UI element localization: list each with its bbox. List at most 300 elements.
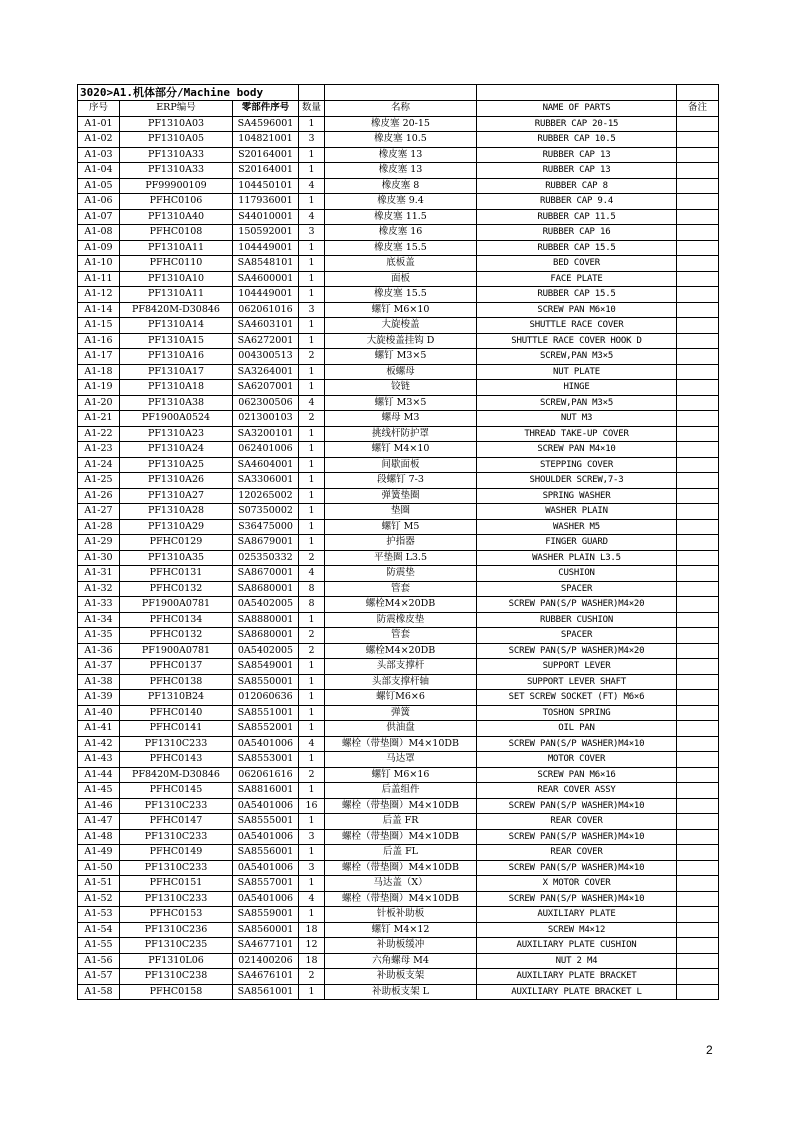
table-row [78, 209, 719, 225]
cell-part-no: 062300506 [233, 395, 299, 411]
cell-name-en: SCREW,PAN M3×5 [477, 349, 677, 365]
cell-erp: PF1310A38 [120, 395, 233, 411]
cell-seq: A1-10 [78, 256, 120, 272]
cell-part-no: SA3306001 [233, 473, 299, 489]
table-row [78, 302, 719, 318]
cell-remark [677, 178, 719, 194]
cell-name-cn: 螺钉M6×6 [325, 690, 477, 706]
table-row [78, 938, 719, 954]
cell-remark [677, 333, 719, 349]
table-row [78, 643, 719, 659]
table-row [78, 845, 719, 861]
cell-qty: 3 [299, 132, 325, 148]
table-row [78, 411, 719, 427]
cell-remark [677, 969, 719, 985]
cell-remark [677, 318, 719, 334]
cell-remark [677, 535, 719, 551]
table-row [78, 922, 719, 938]
cell-remark [677, 798, 719, 814]
cell-name-en: RUBBER CAP 13 [477, 163, 677, 179]
cell-qty: 1 [299, 473, 325, 489]
cell-name-cn: 马达盖（X） [325, 876, 477, 892]
cell-qty: 1 [299, 659, 325, 675]
cell-name-cn: 护指器 [325, 535, 477, 551]
cell-name-cn: 螺栓（带垫圈）M4×10DB [325, 891, 477, 907]
cell-qty: 1 [299, 907, 325, 923]
cell-remark [677, 953, 719, 969]
cell-qty: 1 [299, 690, 325, 706]
cell-part-no: SA8560001 [233, 922, 299, 938]
cell-part-no: 104449001 [233, 240, 299, 256]
cell-part-no: 062061616 [233, 767, 299, 783]
cell-seq: A1-35 [78, 628, 120, 644]
cell-part-no: SA6272001 [233, 333, 299, 349]
cell-qty: 8 [299, 597, 325, 613]
cell-erp: PF1310A29 [120, 519, 233, 535]
cell-seq: A1-22 [78, 426, 120, 442]
cell-erp: PF1310C233 [120, 860, 233, 876]
cell-remark [677, 395, 719, 411]
cell-name-en: RUBBER CAP 15.5 [477, 287, 677, 303]
cell-qty: 1 [299, 318, 325, 334]
table-row [78, 659, 719, 675]
table-row [78, 705, 719, 721]
header-seq: 序号 [78, 101, 120, 117]
cell-qty: 1 [299, 147, 325, 163]
cell-name-en: AUXILIARY PLATE BRACKET L [477, 984, 677, 1000]
cell-seq: A1-12 [78, 287, 120, 303]
cell-seq: A1-58 [78, 984, 120, 1000]
cell-remark [677, 519, 719, 535]
cell-remark [677, 783, 719, 799]
cell-name-cn: 橡皮塞 10.5 [325, 132, 477, 148]
cell-name-cn: 马达罩 [325, 752, 477, 768]
table-body [78, 85, 719, 1000]
cell-name-cn: 铰链 [325, 380, 477, 396]
cell-seq: A1-07 [78, 209, 120, 225]
cell-remark [677, 581, 719, 597]
cell-qty: 4 [299, 209, 325, 225]
cell-name-en: SCREW,PAN M3×5 [477, 395, 677, 411]
table-row [78, 752, 719, 768]
cell-seq: A1-51 [78, 876, 120, 892]
cell-name-en: WASHER M5 [477, 519, 677, 535]
cell-name-cn: 头部支撑杆 [325, 659, 477, 675]
table-row [78, 271, 719, 287]
cell-name-en: RUBBER CUSHION [477, 612, 677, 628]
cell-seq: A1-53 [78, 907, 120, 923]
cell-name-en: RUBBER CAP 10.5 [477, 132, 677, 148]
table-row [78, 287, 719, 303]
cell-name-cn: 橡皮塞 11.5 [325, 209, 477, 225]
cell-qty: 16 [299, 798, 325, 814]
cell-name-en: SCREW PAN M6×16 [477, 767, 677, 783]
cell-remark [677, 488, 719, 504]
table-row [78, 829, 719, 845]
cell-remark [677, 132, 719, 148]
cell-seq: A1-11 [78, 271, 120, 287]
cell-qty: 1 [299, 814, 325, 830]
cell-qty: 1 [299, 519, 325, 535]
table-row [78, 457, 719, 473]
cell-name-en: SCREW M4×12 [477, 922, 677, 938]
cell-name-cn: 螺钉 M6×10 [325, 302, 477, 318]
cell-seq: A1-28 [78, 519, 120, 535]
cell-erp: PFHC0131 [120, 566, 233, 582]
cell-seq: A1-45 [78, 783, 120, 799]
cell-part-no: SA4603101 [233, 318, 299, 334]
cell-erp: PF1310A33 [120, 163, 233, 179]
cell-part-no: SA8555001 [233, 814, 299, 830]
cell-remark [677, 907, 719, 923]
cell-erp: PFHC0147 [120, 814, 233, 830]
cell-qty: 1 [299, 116, 325, 132]
cell-name-cn: 螺栓M4×20DB [325, 597, 477, 613]
cell-qty: 1 [299, 287, 325, 303]
cell-part-no: 104449001 [233, 287, 299, 303]
cell-erp: PF1310A05 [120, 132, 233, 148]
cell-qty: 12 [299, 938, 325, 954]
cell-remark [677, 194, 719, 210]
cell-remark [677, 922, 719, 938]
cell-name-en: THREAD TAKE-UP COVER [477, 426, 677, 442]
cell-erp: PFHC0140 [120, 705, 233, 721]
cell-name-en: WASHER PLAIN L3.5 [477, 550, 677, 566]
cell-part-no: 0A5401006 [233, 829, 299, 845]
cell-erp: PFHC0149 [120, 845, 233, 861]
cell-qty: 4 [299, 178, 325, 194]
cell-remark [677, 643, 719, 659]
cell-name-cn: 螺钉 M6×16 [325, 767, 477, 783]
table-row [78, 504, 719, 520]
table-row [78, 969, 719, 985]
cell-seq: A1-30 [78, 550, 120, 566]
cell-name-cn: 螺栓（带垫圈）M4×10DB [325, 860, 477, 876]
table-row [78, 380, 719, 396]
cell-erp: PF1900A0524 [120, 411, 233, 427]
table-row [78, 860, 719, 876]
cell-name-cn: 头部支撑杆轴 [325, 674, 477, 690]
table-row [78, 395, 719, 411]
cell-remark [677, 891, 719, 907]
cell-name-cn: 板螺母 [325, 364, 477, 380]
cell-seq: A1-47 [78, 814, 120, 830]
cell-erp: PFHC0141 [120, 721, 233, 737]
cell-part-no: 062401006 [233, 442, 299, 458]
header-name-en: NAME OF PARTS [477, 101, 677, 117]
cell-remark [677, 473, 719, 489]
cell-part-no: SA8670001 [233, 566, 299, 582]
cell-qty: 1 [299, 705, 325, 721]
cell-name-en: FINGER GUARD [477, 535, 677, 551]
table-row [78, 240, 719, 256]
cell-qty: 2 [299, 767, 325, 783]
table-row [78, 550, 719, 566]
title-row [78, 85, 719, 101]
cell-part-no: SA8549001 [233, 659, 299, 675]
table-row [78, 426, 719, 442]
cell-erp: PF1310A11 [120, 287, 233, 303]
cell-name-en: CUSHION [477, 566, 677, 582]
table-row [78, 984, 719, 1000]
cell-erp: PF8420M-D30846 [120, 767, 233, 783]
cell-erp: PF1310A11 [120, 240, 233, 256]
cell-name-en: RUBBER CAP 11.5 [477, 209, 677, 225]
cell-name-cn: 弹簧垫圈 [325, 488, 477, 504]
cell-part-no: SA4604001 [233, 457, 299, 473]
table-row [78, 147, 719, 163]
header-erp: ERP编号 [120, 101, 233, 117]
cell-qty: 1 [299, 612, 325, 628]
cell-erp: PF1310A10 [120, 271, 233, 287]
cell-name-en: SUPPORT LEVER [477, 659, 677, 675]
cell-name-cn: 防震橡皮垫 [325, 612, 477, 628]
cell-qty: 1 [299, 256, 325, 272]
cell-remark [677, 411, 719, 427]
cell-remark [677, 163, 719, 179]
cell-qty: 1 [299, 240, 325, 256]
cell-qty: 1 [299, 426, 325, 442]
cell-part-no: 0A5402005 [233, 597, 299, 613]
cell-remark [677, 690, 719, 706]
cell-part-no: 012060636 [233, 690, 299, 706]
cell-erp: PFHC0134 [120, 612, 233, 628]
cell-name-en: STEPPING COVER [477, 457, 677, 473]
cell-name-en: RUBBER CAP 13 [477, 147, 677, 163]
cell-part-no: 104821001 [233, 132, 299, 148]
table-row [78, 364, 719, 380]
cell-part-no: SA8548101 [233, 256, 299, 272]
cell-erp: PF1310B24 [120, 690, 233, 706]
cell-seq: A1-15 [78, 318, 120, 334]
cell-remark [677, 225, 719, 241]
cell-remark [677, 209, 719, 225]
table-row [78, 349, 719, 365]
cell-qty: 1 [299, 674, 325, 690]
cell-seq: A1-20 [78, 395, 120, 411]
cell-seq: A1-36 [78, 643, 120, 659]
table-row [78, 767, 719, 783]
cell-seq: A1-32 [78, 581, 120, 597]
cell-part-no: SA8561001 [233, 984, 299, 1000]
cell-name-cn: 螺栓（带垫圈）M4×10DB [325, 798, 477, 814]
cell-name-en: TOSHON SPRING [477, 705, 677, 721]
cell-name-cn: 底板盖 [325, 256, 477, 272]
cell-qty: 1 [299, 163, 325, 179]
cell-name-cn: 补助板支架 [325, 969, 477, 985]
cell-erp: PF1310C233 [120, 798, 233, 814]
cell-name-en: SCREW PAN M6×10 [477, 302, 677, 318]
cell-seq: A1-05 [78, 178, 120, 194]
cell-qty: 4 [299, 395, 325, 411]
cell-name-cn: 挑线杆防护罩 [325, 426, 477, 442]
cell-part-no: SA4677101 [233, 938, 299, 954]
cell-name-en: RUBBER CAP 9.4 [477, 194, 677, 210]
cell-qty: 1 [299, 876, 325, 892]
cell-qty: 1 [299, 783, 325, 799]
cell-seq: A1-57 [78, 969, 120, 985]
cell-seq: A1-48 [78, 829, 120, 845]
cell-seq: A1-23 [78, 442, 120, 458]
table-row [78, 442, 719, 458]
cell-qty: 1 [299, 194, 325, 210]
cell-remark [677, 504, 719, 520]
cell-remark [677, 814, 719, 830]
cell-part-no: 0A5402005 [233, 643, 299, 659]
cell-qty: 3 [299, 860, 325, 876]
cell-name-cn: 六角螺母 M4 [325, 953, 477, 969]
cell-remark [677, 426, 719, 442]
header-part-no: 零部件序号 [233, 101, 299, 117]
cell-part-no: SA4600001 [233, 271, 299, 287]
cell-part-no: S07350002 [233, 504, 299, 520]
table-row [78, 953, 719, 969]
cell-seq: A1-31 [78, 566, 120, 582]
cell-qty: 1 [299, 271, 325, 287]
cell-seq: A1-08 [78, 225, 120, 241]
cell-erp: PFHC0143 [120, 752, 233, 768]
cell-seq: A1-09 [78, 240, 120, 256]
cell-erp: PFHC0132 [120, 628, 233, 644]
cell-name-en: AUXILIARY PLATE [477, 907, 677, 923]
cell-part-no: SA8550001 [233, 674, 299, 690]
cell-qty: 1 [299, 504, 325, 520]
cell-name-en: SPRING WASHER [477, 488, 677, 504]
cell-name-en: RUBBER CAP 20-15 [477, 116, 677, 132]
cell-qty: 3 [299, 829, 325, 845]
cell-seq: A1-19 [78, 380, 120, 396]
cell-remark [677, 659, 719, 675]
cell-seq: A1-38 [78, 674, 120, 690]
cell-part-no: SA3200101 [233, 426, 299, 442]
cell-erp: PFHC0129 [120, 535, 233, 551]
table-row [78, 876, 719, 892]
cell-seq: A1-55 [78, 938, 120, 954]
cell-part-no: SA8559001 [233, 907, 299, 923]
cell-name-cn: 螺钉 M3×5 [325, 395, 477, 411]
table-row [78, 225, 719, 241]
cell-name-cn: 弹簧 [325, 705, 477, 721]
cell-name-en: SCREW PAN(S/P WASHER)M4×10 [477, 891, 677, 907]
cell-name-cn: 橡皮塞 13 [325, 147, 477, 163]
cell-seq: A1-27 [78, 504, 120, 520]
cell-name-cn: 橡皮塞 8 [325, 178, 477, 194]
cell-seq: A1-18 [78, 364, 120, 380]
table-row [78, 736, 719, 752]
cell-part-no: 0A5401006 [233, 798, 299, 814]
cell-remark [677, 302, 719, 318]
cell-part-no: SA8552001 [233, 721, 299, 737]
cell-seq: A1-33 [78, 597, 120, 613]
cell-erp: PF1310A23 [120, 426, 233, 442]
cell-qty: 1 [299, 721, 325, 737]
cell-seq: A1-39 [78, 690, 120, 706]
cell-part-no: 004300513 [233, 349, 299, 365]
parts-table [77, 84, 719, 1000]
cell-name-en: SET SCREW SOCKET (FT) M6×6 [477, 690, 677, 706]
cell-seq: A1-40 [78, 705, 120, 721]
cell-part-no: SA4676101 [233, 969, 299, 985]
cell-part-no: 120265002 [233, 488, 299, 504]
cell-qty: 3 [299, 302, 325, 318]
cell-erp: PF1310A28 [120, 504, 233, 520]
cell-erp: PFHC0108 [120, 225, 233, 241]
cell-name-cn: 橡皮塞 20-15 [325, 116, 477, 132]
cell-name-cn: 螺钉 M4×10 [325, 442, 477, 458]
header-qty: 数量 [299, 101, 325, 117]
cell-seq: A1-43 [78, 752, 120, 768]
cell-seq: A1-34 [78, 612, 120, 628]
cell-seq: A1-44 [78, 767, 120, 783]
cell-seq: A1-03 [78, 147, 120, 163]
cell-qty: 18 [299, 922, 325, 938]
cell-name-cn: 后盖组件 [325, 783, 477, 799]
cell-name-en: SCREW PAN(S/P WASHER)M4×20 [477, 643, 677, 659]
cell-seq: A1-26 [78, 488, 120, 504]
cell-qty: 1 [299, 488, 325, 504]
cell-seq: A1-41 [78, 721, 120, 737]
cell-remark [677, 380, 719, 396]
cell-name-en: REAR COVER [477, 814, 677, 830]
cell-qty: 18 [299, 953, 325, 969]
cell-erp: PFHC0138 [120, 674, 233, 690]
cell-remark [677, 984, 719, 1000]
cell-qty: 4 [299, 566, 325, 582]
cell-remark [677, 457, 719, 473]
cell-name-en: NUT PLATE [477, 364, 677, 380]
cell-seq: A1-14 [78, 302, 120, 318]
cell-name-cn: 橡皮塞 15.5 [325, 240, 477, 256]
cell-qty: 1 [299, 457, 325, 473]
cell-part-no: 150592001 [233, 225, 299, 241]
cell-erp: PF1310A35 [120, 550, 233, 566]
cell-name-cn: 间歇面板 [325, 457, 477, 473]
table-row [78, 814, 719, 830]
cell-part-no: SA8557001 [233, 876, 299, 892]
cell-remark [677, 829, 719, 845]
cell-part-no: S36475000 [233, 519, 299, 535]
cell-name-cn: 补助板缓冲 [325, 938, 477, 954]
cell-qty: 2 [299, 628, 325, 644]
cell-qty: 2 [299, 643, 325, 659]
cell-remark [677, 349, 719, 365]
empty-cell [325, 85, 477, 101]
cell-part-no: SA8679001 [233, 535, 299, 551]
cell-name-cn: 螺钉 M4×12 [325, 922, 477, 938]
cell-erp: PFHC0137 [120, 659, 233, 675]
section-title: 3020>A1.机体部分/Machine body [78, 85, 299, 101]
cell-name-en: NUT 2 M4 [477, 953, 677, 969]
cell-erp: PF1310C235 [120, 938, 233, 954]
cell-name-cn: 供油盘 [325, 721, 477, 737]
cell-part-no: 0A5401006 [233, 736, 299, 752]
cell-qty: 8 [299, 581, 325, 597]
cell-seq: A1-24 [78, 457, 120, 473]
cell-name-cn: 螺栓（带垫圈）M4×10DB [325, 736, 477, 752]
cell-name-en: SCREW PAN M4×10 [477, 442, 677, 458]
cell-remark [677, 597, 719, 613]
cell-seq: A1-04 [78, 163, 120, 179]
cell-name-cn: 补助板支架 L [325, 984, 477, 1000]
cell-remark [677, 147, 719, 163]
cell-part-no: S44010001 [233, 209, 299, 225]
header-remark: 备注 [677, 101, 719, 117]
cell-erp: PF8420M-D30846 [120, 302, 233, 318]
table-row [78, 674, 719, 690]
cell-name-en: HINGE [477, 380, 677, 396]
cell-qty: 4 [299, 891, 325, 907]
cell-qty: 1 [299, 333, 325, 349]
